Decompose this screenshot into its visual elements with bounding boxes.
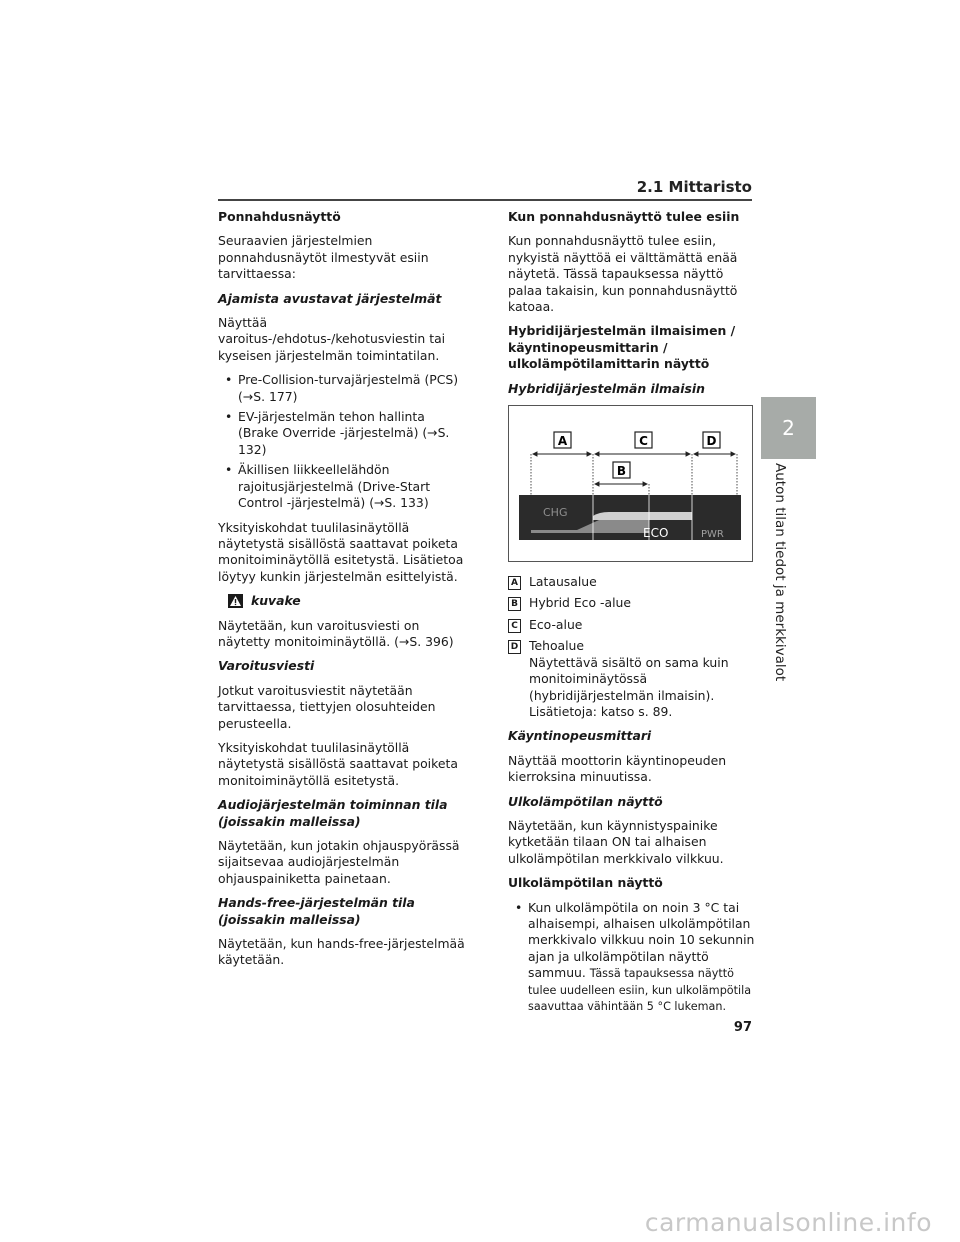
popup-appears-heading: Kun ponnahdusnäyttö tulee esiin [508, 209, 740, 224]
page-number: 97 [733, 1020, 752, 1035]
legend-detail: Näytettävä sisältö on sama kuin monitoiminäytössä (hybridijärjestelmän ilmaisin). Lisätietoja: katso s. 89. [529, 654, 729, 719]
warning-message-text: Jotkut varoitusviestit näytetään tarvittaessa, tiettyjen olosuhteiden perusteella. [218, 682, 436, 731]
outside-temp-note-heading: Ulkolämpötilan näyttö [508, 875, 663, 891]
label-c-box [635, 432, 652, 448]
icon-heading-row [218, 593, 468, 609]
outside-temp-heading: Ulkolämpötilan näyttö [508, 793, 663, 809]
icon-text: Näytetään, kun varoitusviesti on näytetty monitoiminäytöllä. (→S. 396) [218, 617, 454, 649]
chapter-label: Auton tilan tiedot ja merkkivalot [772, 463, 788, 682]
popup-title: Ponnahdusnäyttö [218, 209, 341, 224]
diagram-legend [508, 574, 758, 720]
warning-message-heading: Varoitusviesti [218, 658, 315, 674]
warning-triangle-icon [228, 594, 243, 608]
legend-text: Eco-alue [529, 616, 583, 632]
section-header: 2.1 Mittaristo [636, 178, 752, 196]
driving-assist-list [218, 372, 468, 511]
popup-intro: Seuraavien järjestelmien ponnahdusnäytöt ilmestyvät esiin tarvittaessa: [218, 233, 429, 282]
audio-heading: Audiojärjestelmän toiminnan tila (joissakin malleissa) [218, 797, 448, 829]
eco-label: ECO [643, 526, 669, 541]
hybrid-indicator-heading: Hybridijärjestelmän ilmaisin [508, 380, 705, 396]
header-rule [218, 199, 752, 201]
legend-item [508, 595, 758, 611]
label-d-box [703, 432, 720, 448]
tachometer-heading: Käyntinopeusmittari [508, 728, 652, 744]
icon-heading: kuvake [251, 593, 301, 609]
warning-message-detail: Yksityiskohdat tuulilasinäytöllä näytetystä sisällöstä saattavat poiketa monitoiminäytöllä esitetystä. [218, 739, 458, 788]
label-b-box [613, 462, 630, 478]
driving-assist-text: Näyttää varoitus-/ehdotus-/kehotusviestin tai kyseisen järjestelmän toimintatilan. [218, 315, 446, 363]
bullet-main: Kun ulkolämpötila on noin 3 °C tai alhaisempi, alhaisen ulkolämpötilan merkkivalo vilkkuu noin 10 sekunnin ajan ja ulkolämpötilan näyttö sammuu. [528, 899, 755, 981]
legend-item [508, 574, 758, 590]
handsfree-heading: Hands-free-järjestelmän tila (joissakin malleissa) [218, 895, 415, 927]
label-a: A [557, 434, 568, 449]
watermark: carmanualsonline.info [644, 1208, 932, 1237]
left-column [218, 209, 468, 977]
right-column [508, 209, 758, 1022]
legend-key: D [508, 640, 521, 654]
legend-text: Latausalue [529, 574, 597, 590]
audio-text: Näytetään, kun jotakin ohjauspyörässä sijaitsevaa audiojärjestelmän ohjauspainiketta painetaan. [218, 838, 460, 886]
legend-item [508, 617, 758, 633]
hybrid-display-heading: Hybridijärjestelmän ilmaisimen / käyntinopeusmittarin / ulkolämpötilamittarin näyttö [508, 323, 736, 372]
label-a-box [554, 432, 571, 448]
chapter-tab: 2 [761, 397, 816, 459]
outside-temp-text: Näytetään, kun käynnistyspainike kytketään tilaan ON tai alhaisen ulkolämpötilan merkkivalo vilkkuu. [508, 817, 724, 866]
legend-key: A [508, 576, 521, 590]
chg-label: CHG [543, 506, 568, 520]
list-item [508, 900, 758, 1015]
popup-appears-text: Kun ponnahdusnäyttö tulee esiin, nykyistä näyttöä ei välttämättä enää näytetä. Tässä tapauksessa näyttö palaa takaisin, kun ponnahdusnäyttö katoaa. [508, 233, 738, 315]
driving-assist-heading: Ajamista avustavat järjestelmät [218, 290, 442, 306]
tachometer-text: Näyttää moottorin käyntinopeuden kierroksina minuutissa. [508, 752, 727, 785]
legend-key: B [508, 597, 521, 611]
driving-assist-detail: Yksityiskohdat tuulilasinäytöllä näytetystä sisällöstä saattavat poiketa monitoiminäytöllä esitetystä. Lisätietoa löytyy kunkin järjestelmän esittelyistä. [218, 519, 464, 584]
outside-temp-list [508, 900, 758, 1015]
label-c: C [639, 434, 648, 449]
label-d: D [706, 434, 717, 449]
handsfree-text: Näytetään, kun hands-free-järjestelmää käytetään. [218, 936, 465, 968]
legend-text: Hybrid Eco -alue [529, 595, 631, 611]
pwr-label: PWR [701, 529, 724, 541]
legend-key: C [508, 619, 521, 633]
legend-item [508, 638, 758, 720]
chapter-label-wrap [766, 463, 811, 682]
label-b: B [616, 464, 627, 479]
list-item: • Pre-Collision-turvajärjestelmä (PCS) (→S. 177) [218, 372, 468, 405]
list-item: • EV-järjestelmän tehon hallinta (Brake Override -järjestelmä) (→S. 132) [218, 409, 468, 458]
bullet-tail: Tässä tapauksessa näyttö tulee uudelleen esiin, kun ulkolämpötila saavuttaa vähintään 5 °C lukeman. [528, 967, 752, 1013]
hybrid-indicator-diagram [508, 405, 753, 562]
list-item: • Äkillisen liikkeellelähdön rajoitusjärjestelmä (Drive-Start Control -järjestelmä) (→S. 133) [218, 462, 468, 511]
legend-text: Tehoalue [529, 638, 585, 654]
